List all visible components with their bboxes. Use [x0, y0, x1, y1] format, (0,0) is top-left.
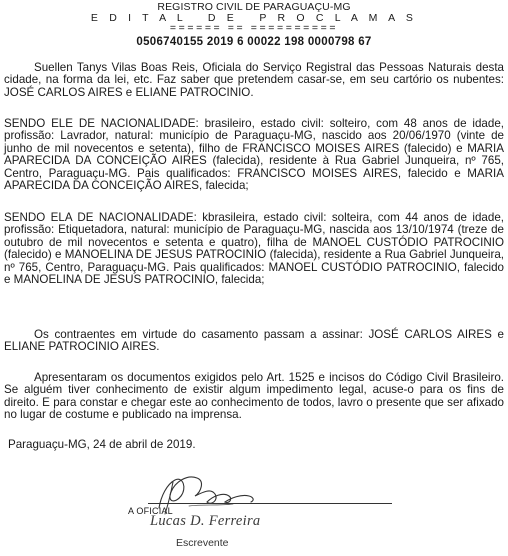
stamp-name: Lucas D. Ferreira: [150, 513, 261, 529]
signature-label: A OFICIAL: [128, 506, 173, 516]
title-underline: ====== == ==========: [169, 22, 339, 34]
date-line: Paraguaçu-MG, 24 de abril de 2019.: [8, 438, 196, 451]
intro-paragraph: Suellen Tanys Vilas Boas Reis, Oficiala do Serviço Registral das Pessoas Naturais desta cidade, na forma da lei, etc. Faz saber que pretendem casar-se, em seu cartório os nubentes: JOSÉ CARLOS AIRES e ELIANE PATROCINIO.: [4, 61, 504, 99]
groom-paragraph: SENDO ELE DE NACIONALIDADE: brasileiro, estado civil: solteiro, com 48 anos de idade, profissão: Lavrador, natural: município de Paraguaçu-MG, nascido aos 20/06/1970 (vinte de junho de mil novecentos e setenta), filho de FRANCISCO MOISES AIRES (falecido) e MARIA APARECIDA DA CONCEIÇÃO AIRES (falecida), residente à Rua Gabriel Junqueira, nº 765, Centro, Paraguaçu-MG. Pais qualificados: FRANCISCO MOISES AIRES, falecido e MARIA APARECIDA DA CONCEIÇÃO AIRES, falecida;: [4, 117, 504, 193]
bride-paragraph: SENDO ELA DE NACIONALIDADE: kbrasileira, estado civil: solteira, com 44 anos de idade, profissão: Etiquetadora, natural: município de Paraguaçu-MG, nascida aos 13/10/1974 (treze de outubro de mil novecentos e setenta e quatro), filha de MANOEL CUSTÓDIO PATROCINIO (falecido) e MANOELINA DE JESUS PATROCINIO (falecida), residente a Rua Gabriel Junqueira, nº 765, Centro, Paraguaçu-MG. Pais qualificados: MANOEL CUSTÓDIO PATROCINIO, falecido e MANOELINA DE JESUS PATROCINIO, falecida;: [4, 211, 504, 287]
signature-line: [148, 503, 392, 504]
document-code: 0506740155 2019 6 00022 198 0000798 67: [136, 36, 372, 48]
closing-paragraph: Apresentaram os documentos exigidos pelo Art. 1525 e incisos do Código Civil Brasileiro. Se alguém tiver conhecimento de existir algum impedimento legal, acuse-o para os fins de direito. E para constar e chegar este ao conhecimento de todos, lavro o presente que ser afixado no lugar de costume e publicado na imprensa.: [4, 371, 504, 422]
document-title: E D I T A L D E P R O C L A M A S: [90, 12, 418, 24]
signing-paragraph: Os contraentes em virtude do casamento passam a assinar: JOSÉ CARLOS AIRES e ELIANE PATROCINIO AIRES.: [4, 328, 504, 354]
stamp-role: Escrevente: [176, 537, 229, 549]
registry-name: REGISTRO CIVIL DE PARAGUAÇU-MG: [157, 1, 351, 13]
